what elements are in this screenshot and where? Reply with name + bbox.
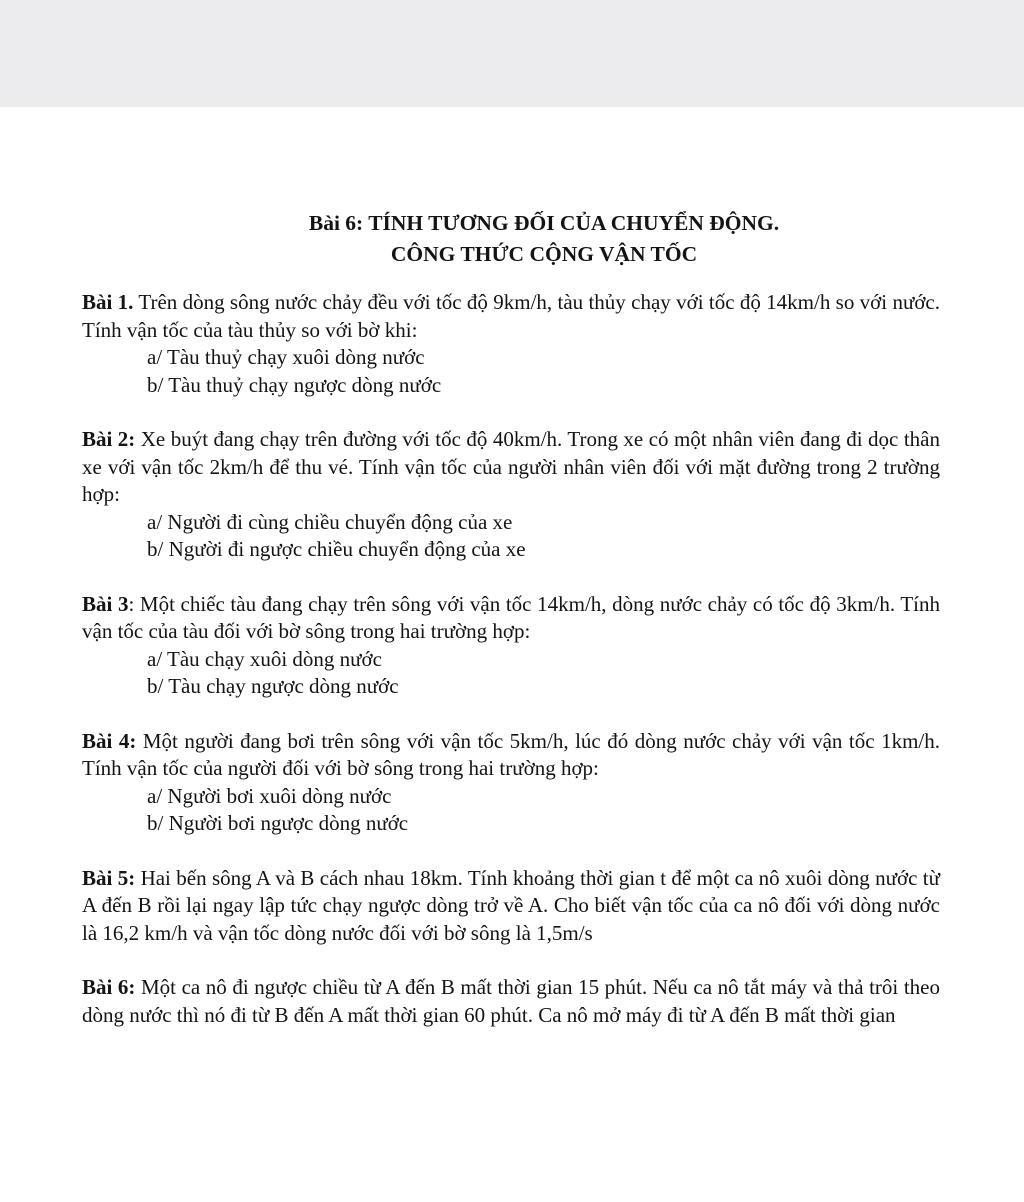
problem-4-text: Một người đang bơi trên sông với vận tốc 5km/h, lúc đó dòng nước chảy với vận tốc 1km/h. Tính vận tốc của người đối với bờ sông trong hai trường hợp: bbox=[82, 728, 940, 780]
viewer-top-bar bbox=[0, 0, 1024, 107]
problem-6 bbox=[82, 974, 940, 1029]
problem-1-part-b: b/ Tàu thuỷ chạy ngược dòng nước bbox=[147, 372, 442, 397]
problem-2-text: Xe buýt đang chạy trên đường với tốc độ 40km/h. Trong xe có một nhân viên đang đi dọc thân xe với vận tốc 2km/h để thu vé. Tính vận tốc của người nhân viên đối với mặt đường trong 2 trường hợp: bbox=[82, 427, 940, 506]
problem-2-statement bbox=[82, 426, 940, 509]
problem-list bbox=[82, 289, 940, 1056]
problem-3-text: : Một chiếc tàu đang chạy trên sông với vận tốc 14km/h, dòng nước chảy có tốc độ 3km/h. Tính vận tốc của tàu đối với bờ sông trong hai trường hợp: bbox=[82, 591, 940, 643]
problem-4-part-b: b/ Người bơi ngược dòng nước bbox=[147, 811, 409, 835]
problem-5 bbox=[82, 865, 940, 948]
problem-4 bbox=[82, 728, 940, 838]
problem-3 bbox=[82, 591, 940, 701]
problem-5-label: Bài 5: bbox=[82, 865, 136, 890]
problem-3-part-b: b/ Tàu chạy ngược dòng nước bbox=[147, 674, 399, 698]
problem-3-label: Bài 3 bbox=[82, 591, 129, 616]
problem-5-statement bbox=[82, 865, 940, 948]
title-line-2: CÔNG THỨC CỘNG VẬN TỐC bbox=[390, 242, 698, 266]
problem-2-label: Bài 2: bbox=[82, 427, 136, 451]
problem-2 bbox=[82, 426, 940, 564]
problem-2-part-b: b/ Người đi ngược chiều chuyển động của xe bbox=[147, 537, 526, 561]
title-line-1: Bài 6: TÍNH TƯƠNG ĐỐI CỦA CHUYỂN ĐỘNG. bbox=[308, 211, 780, 235]
problem-1 bbox=[82, 289, 940, 399]
problem-3-part-a: a/ Tàu chạy xuôi dòng nước bbox=[147, 646, 382, 671]
problem-4-label: Bài 4: bbox=[82, 728, 137, 753]
problem-1-text: Trên dòng sông nước chảy đều với tốc độ 9km/h, tàu thủy chạy với tốc độ 14km/h so với nước. Tính vận tốc của tàu thủy so với bờ khi: bbox=[82, 290, 940, 342]
problem-6-label: Bài 6: bbox=[82, 975, 136, 999]
problem-3-statement bbox=[82, 591, 940, 646]
problem-2-part-a: a/ Người đi cùng chiều chuyển động của xe bbox=[147, 509, 513, 534]
problem-4-part-a: a/ Người bơi xuôi dòng nước bbox=[147, 783, 392, 808]
problem-4-statement bbox=[82, 728, 940, 783]
problem-5-text: Hai bến sông A và B cách nhau 18km. Tính khoảng thời gian t để một ca nô xuôi dòng nước từ A đến B rồi lại ngay lập tức chạy ngược dòng trở về A. Cho biết vận tốc của ca nô đối với dòng nước là 16,2 km/h và vận tốc dòng nước đối với bờ sông là 1,5m/s bbox=[82, 865, 940, 945]
problem-6-statement bbox=[82, 974, 940, 1029]
document-title bbox=[0, 208, 1024, 270]
problem-1-label: Bài 1. bbox=[82, 290, 134, 314]
problem-1-statement bbox=[82, 289, 940, 344]
document-page bbox=[0, 107, 1024, 1202]
problem-6-text: Một ca nô đi ngược chiều từ A đến B mất thời gian 15 phút. Nếu ca nô tắt máy và thả trôi theo dòng nước thì nó đi từ B đến A mất thời gian 60 phút. Ca nô mở máy đi từ A đến B mất thời gian bbox=[82, 975, 940, 1027]
problem-1-part-a: a/ Tàu thuỷ chạy xuôi dòng nước bbox=[147, 345, 425, 369]
